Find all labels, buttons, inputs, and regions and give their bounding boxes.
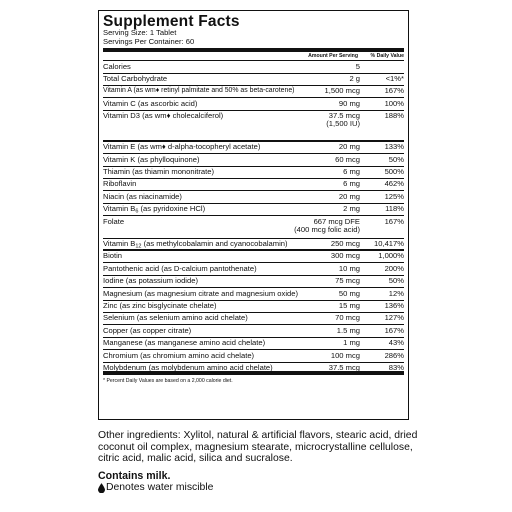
daily-value-header: % Daily Value	[370, 53, 404, 60]
nutrient-name: Biotin	[103, 251, 122, 261]
nutrient-name: Riboflavin	[103, 179, 137, 189]
nutrient-amount: 2 g	[349, 74, 360, 84]
serving-size: Serving Size: 1 Tablet	[103, 28, 177, 37]
nutrient-dv: <1%*	[385, 74, 404, 84]
nutrient-name	[103, 239, 298, 251]
table-row	[103, 142, 404, 154]
nutrient-dv: 127%	[384, 313, 404, 323]
servings-per-container: Servings Per Container: 60	[103, 36, 195, 46]
nutrient-amount: 10 mg	[338, 263, 360, 273]
other-ingredients: Other ingredients: Xylitol, natural & artificial flavors, stearic acid, dried coconut oil complex, magnesium stearate, microcrystalline cellulose, citric acid, malic acid, silica and sucralose.	[98, 430, 418, 465]
table-row	[103, 325, 404, 337]
nutrient-amount: 1 mg	[343, 338, 360, 348]
table-row	[103, 61, 404, 73]
table-row	[103, 239, 404, 251]
nutrient-name: Iodine (as potassium iodide)	[103, 276, 198, 286]
nutrient-name: Manganese (as manganese amino acid chelate)	[103, 338, 266, 348]
nutrient-name: Vitamin C (as ascorbic acid)	[103, 98, 198, 108]
nutrient-name: Thiamin (as thiamin mononitrate)	[103, 167, 214, 177]
nutrient-dv: 200%	[384, 263, 404, 273]
name-part: (as pyridoxine HCl)	[138, 204, 206, 214]
nutrient-dv: 43%	[388, 338, 404, 348]
table-row	[103, 191, 404, 203]
nutrient-amount: 60 mcg	[335, 154, 360, 164]
table-row	[103, 276, 404, 288]
nutrient-dv: 188%	[384, 111, 404, 121]
nutrient-dv: 83%	[388, 363, 404, 372]
nutrient-name: Zinc (as zinc bisglycinate chelate)	[103, 301, 217, 311]
nutrient-amount	[298, 111, 364, 129]
legend	[98, 482, 418, 494]
nutrient-amount: 300 mcg	[330, 251, 360, 261]
footnote: * Percent Daily Values are based on a 2,000 calorie diet.	[103, 377, 233, 384]
supplement-facts-panel	[98, 10, 409, 420]
panel-title: Supplement Facts	[103, 13, 240, 30]
allergen-statement: Contains milk.	[98, 469, 171, 482]
table-row	[103, 363, 404, 375]
nutrient-amount: 90 mg	[338, 98, 360, 108]
nutrient-dv: 167%	[384, 325, 404, 335]
table-row	[103, 288, 404, 300]
nutrient-name: Vitamin E (as wm♦ d-alpha-tocopheryl acetate)	[103, 142, 261, 152]
amount-header: Amount Per Serving	[308, 53, 358, 60]
nutrient-name	[103, 204, 298, 216]
amount-line: 667 mcg DFE	[313, 216, 360, 226]
nutrient-dv: 118%	[385, 204, 404, 214]
nutrient-dv: 125%	[384, 191, 404, 201]
nutrient-amount: 5	[355, 61, 360, 71]
nutrient-dv: 1,000%	[378, 251, 404, 261]
amount-line: 37.5 mcg	[328, 111, 360, 121]
nutrient-dv: 286%	[384, 350, 404, 360]
table-row	[103, 216, 404, 239]
nutrient-name: Vitamin D3 (as wm♦ cholecalciferol)	[103, 111, 224, 121]
table-row	[103, 204, 404, 216]
nutrient-amount: 75 mcg	[335, 276, 360, 286]
nutrient-name: Molybdenum (as molybdenum amino acid chelate)	[103, 363, 273, 372]
nutrient-name: Calories	[103, 61, 131, 71]
nutrient-name: Selenium (as selenium amino acid chelate)	[103, 313, 248, 323]
nutrient-amount: 1.5 mg	[336, 325, 360, 335]
nutrient-amount: 20 mg	[338, 142, 360, 152]
nutrient-dv: 10,417%	[374, 239, 404, 249]
nutrient-amount: 6 mg	[343, 179, 360, 189]
nutrient-name: Total Carbohydrate	[103, 74, 168, 84]
nutrient-dv: 136%	[384, 301, 404, 311]
table-row	[103, 74, 404, 86]
nutrient-amount: 6 mg	[343, 167, 360, 177]
table-row	[103, 154, 404, 166]
nutrient-amount: 250 mcg	[330, 239, 360, 249]
label-text-below	[98, 430, 418, 494]
nutrient-name: Copper (as copper citrate)	[103, 325, 192, 335]
table-row	[103, 338, 404, 350]
nutrient-dv: 167%	[384, 86, 404, 96]
column-header	[103, 52, 404, 61]
nutrient-dv	[364, 61, 404, 63]
nutrient-dv: 500%	[384, 167, 404, 177]
nutrient-amount: 20 mg	[338, 191, 360, 201]
nutrient-amount	[264, 216, 364, 234]
table-row	[103, 98, 404, 110]
nutrient-dv: 462%	[384, 179, 404, 189]
nutrient-dv: 133%	[384, 142, 404, 152]
legend-text: Denotes water miscible	[106, 481, 214, 493]
nutrient-amount: 70 mcg	[335, 313, 360, 323]
nutrient-dv: 100%	[384, 98, 404, 108]
name-part: Vitamin B	[103, 239, 136, 249]
table-row	[103, 313, 404, 325]
table-row	[103, 167, 404, 179]
table-row	[103, 111, 404, 142]
nutrient-amount: 100 mcg	[330, 350, 360, 360]
nutrient-dv: 12%	[388, 288, 404, 298]
name-subscript: 12	[135, 243, 142, 250]
name-part: (as methylcobalamin and cyanocobalamin)	[141, 239, 288, 249]
nutrient-name: Vitamin A (as wm♦ retinyl palmitate and 50% as beta-carotene)	[103, 87, 295, 95]
nutrient-amount: 2 mg	[343, 204, 360, 214]
nutrient-name: Chromium (as chromium amino acid chelate)	[103, 350, 255, 360]
name-subscript: 6	[135, 208, 139, 215]
nutrient-name: Magnesium (as magnesium citrate and magnesium oxide)	[103, 288, 298, 298]
table-row	[103, 301, 404, 313]
name-part: Vitamin B	[103, 204, 136, 214]
amount-line-2: (400 mcg folic acid)	[294, 224, 360, 234]
table-row	[103, 86, 404, 98]
nutrient-amount: 50 mg	[338, 288, 360, 298]
nutrient-amount: 37.5 mcg	[328, 363, 360, 372]
table-row	[103, 263, 404, 275]
nutrient-dv: 50%	[388, 154, 404, 164]
table-row	[103, 251, 404, 263]
nutrient-name: Vitamin K (as phylloquinone)	[103, 154, 200, 164]
nutrient-name: Folate	[103, 216, 125, 226]
table-row	[103, 350, 404, 362]
table-row	[103, 179, 404, 191]
nutrient-amount: 1,500 mcg	[324, 86, 360, 96]
nutrient-name: Pantothenic acid (as D-calcium pantothenate)	[103, 263, 257, 273]
nutrient-amount: 15 mg	[338, 301, 360, 311]
nutrient-name: Niacin (as niacinamide)	[103, 191, 182, 201]
nutrient-dv: 167%	[384, 216, 404, 226]
amount-line-2: (1,500 IU)	[326, 119, 360, 129]
water-drop-icon	[98, 483, 105, 493]
nutrient-dv: 50%	[388, 276, 404, 286]
